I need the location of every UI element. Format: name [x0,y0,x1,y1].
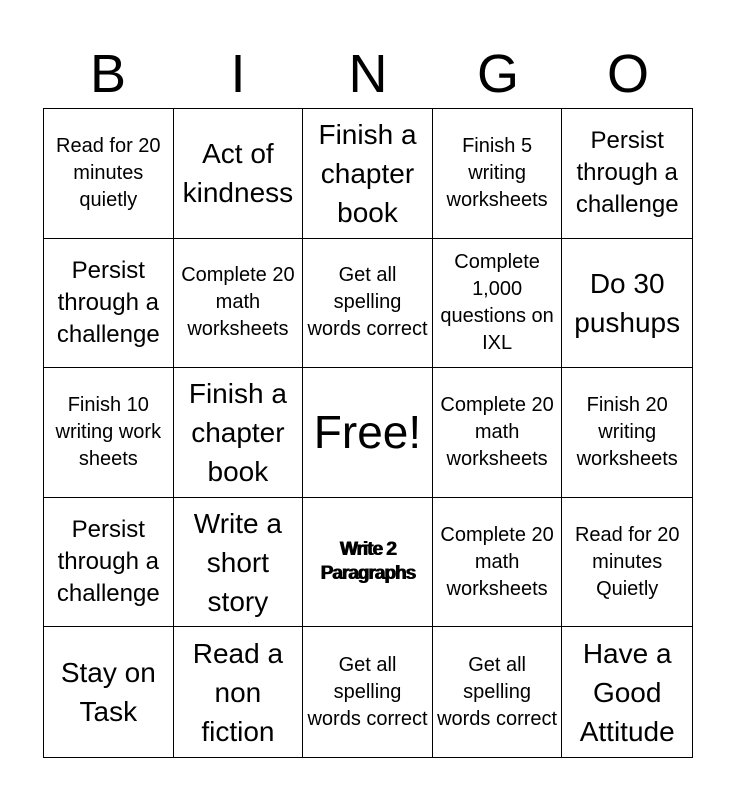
header-letter-o: O [606,44,649,104]
bingo-cell [562,627,692,757]
bingo-cell-label: Read a non fiction [192,637,284,747]
bingo-cell-label: Act of kindness [182,138,294,209]
bingo-cell-label: Write 2 Paragraphs [320,539,415,585]
bingo-cell-label: Finish a chapter book [188,377,287,487]
bingo-board [43,108,693,758]
bingo-cell-label: Read for 20 minutes quietly [56,134,161,211]
bingo-cell [562,109,692,239]
bingo-cell [44,239,174,369]
bingo-header [43,40,693,108]
bingo-cell [44,498,174,628]
bingo-cell-label: Complete 20 math worksheets [440,523,554,600]
bingo-cell [433,368,563,498]
bingo-cell [562,498,692,628]
bingo-cell [562,239,692,369]
bingo-cell-label: Complete 20 math worksheets [181,264,295,341]
bingo-cell-label: Get all spelling words correct [437,653,558,730]
bingo-cell [174,498,304,628]
bingo-cell-label: Do 30 pushups [574,267,681,338]
header-letter-b: B [89,44,127,104]
bingo-cell [433,498,563,628]
bingo-cell [174,368,304,498]
bingo-cell-label: Finish 20 writing worksheets [576,393,678,470]
bingo-cell-label: Have a Good Attitude [579,637,675,747]
header-letter-g: G [476,44,519,104]
bingo-cell [303,498,433,628]
bingo-cell [174,627,304,757]
bingo-cell-label: Complete 20 math worksheets [440,393,554,470]
bingo-cell [433,239,563,369]
bingo-cell [44,109,174,239]
bingo-cell-label: Persist through a challenge [56,516,160,608]
bingo-cell-label: Write a short story [193,507,282,617]
bingo-cell [433,109,563,239]
bingo-cell [562,368,692,498]
bingo-cell-label: Get all spelling words correct [307,653,428,730]
bingo-cell-label: Stay on Task [60,657,156,728]
bingo-cell-label: Finish a chapter book [318,118,417,228]
bingo-cell-label: Finish 10 writing work sheets [55,393,162,470]
bingo-cell [303,627,433,757]
free-space-label: Free! [313,406,422,459]
bingo-cell-label: Read for 20 minutes Quietly [574,523,680,600]
bingo-cell [303,239,433,369]
bingo-cell-label: Persist through a challenge [56,256,160,348]
bingo-cell-label: Get all spelling words correct [307,264,428,341]
bingo-cell [174,239,304,369]
bingo-cell [174,109,304,239]
bingo-cell [44,627,174,757]
bingo-cell [303,109,433,239]
bingo-cell [433,627,563,757]
bingo-cell-label: Complete 1,000 questions on IXL [440,250,554,354]
bingo-cell-label: Persist through a challenge [575,127,679,219]
header-letter-n: N [348,44,388,104]
bingo-cell [44,368,174,498]
free-space-cell [303,368,433,498]
header-letter-i: I [230,44,246,104]
bingo-cell-label: Finish 5 writing worksheets [446,134,548,211]
